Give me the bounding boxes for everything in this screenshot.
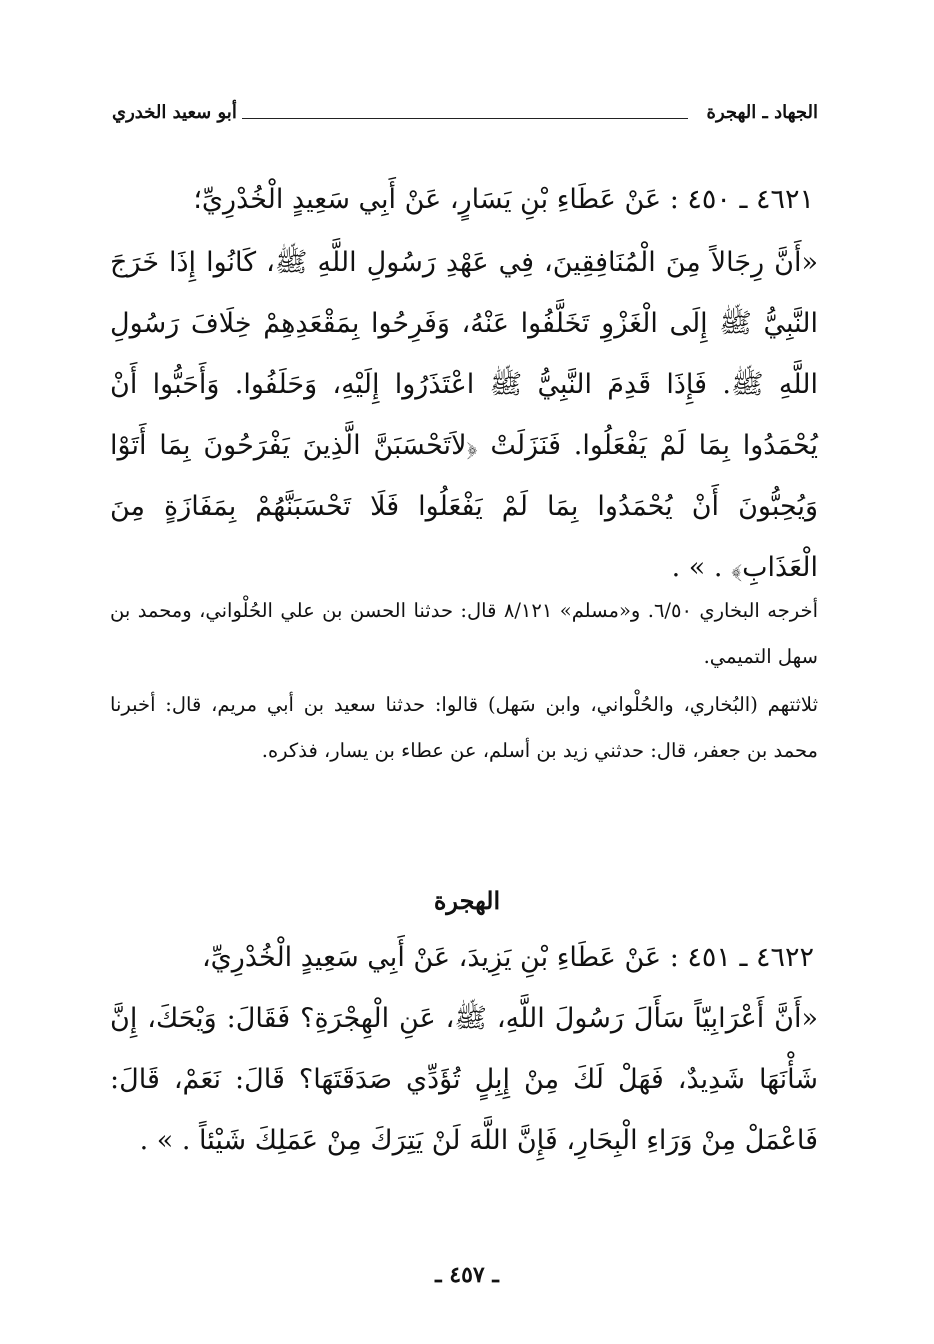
hadith-4621-takhrij: أخرجه البخاري ٦/٥٠. و«مسلم» ٨/١٢١ قال: حدثنا الحسن بن علي الحُلْواني، ومحمد بن سهل التميمي. — [110, 599, 819, 668]
hadith-4621-text: «أَنَّ رِجَالاً مِنَ الْمُنَافِقِينَ، فِي عَهْدِ رَسُولِ اللَّهِ ﷺ، كَانُوا إِذَا خَرَجَ النَّبِيُّ ﷺ إِلَى الْغَزْوِ تَخَلَّفُوا عَنْهُ، وَفَرِحُوا بِمَقْعَدِهِمْ خِلَافَ رَسُولِ اللَّهِ ﷺ. فَإِذَا قَدِمَ النَّبِيُّ ﷺ اعْتَذَرُوا إِلَيْهِ، وَحَلَفُوا. وَأَحَبُّوا أَنْ يُحْمَدُوا بِمَا لَمْ يَفْعَلُوا. فَنَزَلَتْ ﴿لاَتَحْسَبَنَّ الَّذِينَ يَفْرَحُونَ بِمَا أَتَوْا وَيُحِبُّونَ أَنْ يُحْمَدُوا بِمَا لَمْ يَفْعَلُوا فَلَا تَحْسَبَنَّهُمْ بِمَفَازَةٍ مِنَ الْعَذَابِ﴾ . » . — [110, 247, 818, 583]
header-rule — [242, 118, 688, 119]
header-narrator-title: أبو سعيد الخدري — [112, 102, 237, 123]
section-title-hijra: الهجرة — [433, 886, 501, 915]
page-number: ـ ٤٥٧ ـ — [435, 1262, 499, 1288]
hadith-4622-title: ٤٦٢٢ ـ ٤٥١ : عَنْ عَطَاءِ بْنِ يَزِيدَ، عَنْ أَبِي سَعِيدٍ الْخُدْرِيِّ، — [201, 942, 814, 973]
running-header — [112, 100, 818, 130]
header-chapter-title: الجهاد ـ الهجرة — [706, 102, 818, 123]
hadith-4621-title: ٤٦٢١ ـ ٤٥٠ : عَنْ عَطَاءِ بْنِ يَسَارٍ، عَنْ أَبِي سَعِيدٍ الْخُدْرِيِّ؛ — [193, 184, 814, 215]
hadith-4621-isnad-note: ثلاثتهم (البُخاري، والحُلْواني، وابن سَهل) قالوا: حدثنا سعيد بن أبي مريم، قال: أخبرنا محمد بن جعفر، قال: حدثني زيد بن أسلم، عن عطاء بن يسار، فذكره. — [110, 693, 818, 762]
hadith-4622-text: «أَنَّ أَعْرَابِيّاً سَأَلَ رَسُولَ اللَّهِ، ﷺ، عَنِ الْهِجْرَةِ؟ فَقَالَ: وَيْحَكَ، إِنَّ شَأْنَهَا شَدِيدٌ، فَهَلْ لَكَ مِنْ إِبِلٍ تُؤَدِّي صَدَقَتَهَا؟ قَالَ: نَعَمْ، قَالَ: فَاعْمَلْ مِنْ وَرَاءِ الْبِحَارِ، فَإِنَّ اللَّهَ لَنْ يَتِرَكَ مِنْ عَمَلِكَ شَيْئاً . » . — [110, 1003, 818, 1156]
